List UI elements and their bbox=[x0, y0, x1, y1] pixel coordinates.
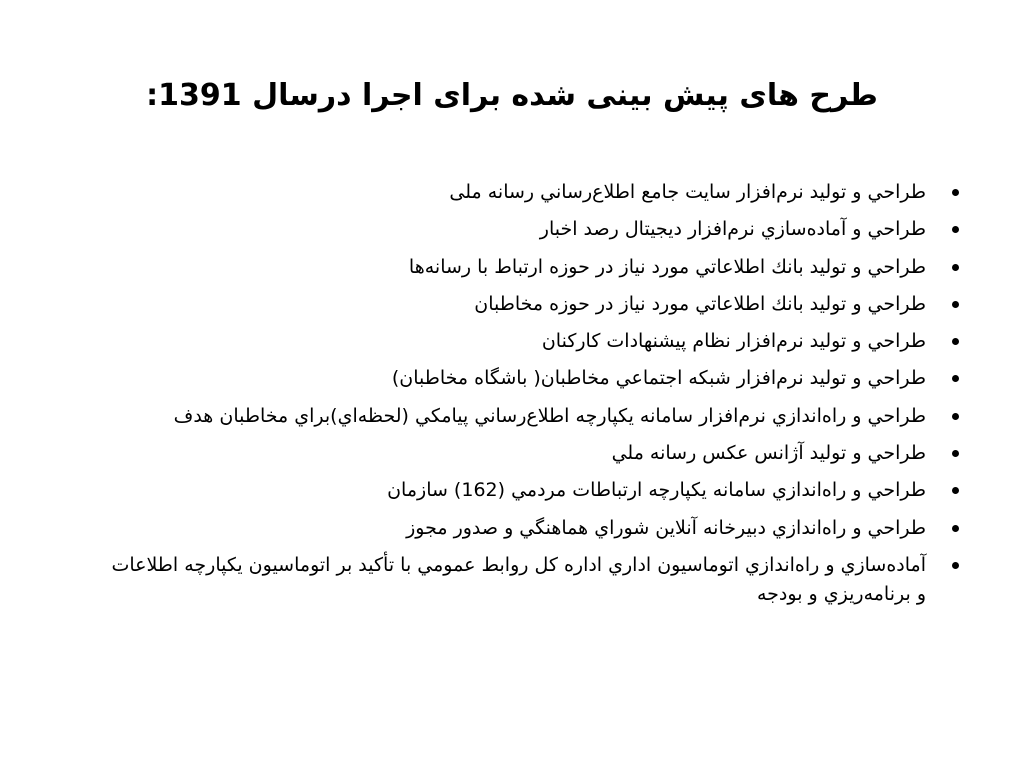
list-item bbox=[100, 551, 926, 609]
list-item bbox=[100, 178, 926, 207]
list-item bbox=[100, 364, 926, 393]
bullet-icon bbox=[952, 264, 959, 271]
list-item-text: طراحي و راه‌اندازي سامانه يكپارچه ارتباطات مردمي (162) سازمان bbox=[387, 479, 926, 502]
list-item bbox=[100, 215, 926, 244]
bullet-icon bbox=[952, 413, 959, 420]
bullet-icon bbox=[952, 375, 959, 382]
bullet-icon bbox=[952, 487, 959, 494]
bullet-icon bbox=[952, 301, 959, 308]
list-item bbox=[100, 476, 926, 505]
list-item-text: طراحي و راه‌اندازي دبيرخانه آنلاين شوراي هماهنگي و صدور مجوز bbox=[406, 516, 926, 539]
list-item-text: طراحي و توليد نرم‌افزار شبكه اجتماعي مخاطبان( باشگاه مخاطبان) bbox=[391, 367, 926, 390]
list-item bbox=[100, 253, 926, 282]
bullet-icon bbox=[952, 189, 959, 196]
bullet-icon bbox=[952, 338, 959, 345]
list-item-text: طراحي و توليد نرم‌افزار سايت جامع اطلاع‌رساني رسانه ملی bbox=[449, 181, 926, 203]
list-item bbox=[100, 402, 926, 431]
bullet-list bbox=[100, 178, 926, 617]
bullet-icon bbox=[952, 525, 959, 532]
slide-title: طرح های پیش بینی شده برای اجرا درسال 1391: bbox=[146, 78, 878, 113]
list-item bbox=[100, 290, 926, 319]
bullet-icon bbox=[952, 450, 959, 457]
list-item-text: طراحي و توليد نرم‌افزار نظام پيشنهادات كاركنان bbox=[541, 330, 926, 353]
list-item bbox=[100, 439, 926, 468]
list-item bbox=[100, 514, 926, 543]
list-item-text: طراحي و آماده‌سازي نرم‌افزار ديجيتال رصد اخبار bbox=[539, 218, 926, 241]
list-item-text: طراحي و توليد بانك اطلاعاتي مورد نياز در حوزه مخاطبان bbox=[474, 292, 926, 315]
list-item-text: طراحي و توليد بانك اطلاعاتي مورد نياز در حوزه ارتباط با رسانه‌ها bbox=[408, 255, 926, 278]
list-item bbox=[100, 327, 926, 356]
bullet-icon bbox=[952, 226, 959, 233]
list-item-text: طراحي و راه‌اندازي نرم‌افزار سامانه يكپارچه اطلاع‌رساني پيامكي (لحظه‌اي)براي مخاطبان هدف bbox=[173, 404, 926, 427]
list-item-text: طراحي و توليد آژانس عكس رسانه ملي bbox=[611, 442, 926, 465]
list-item-text: آماده‌سازي و راه‌اندازي اتوماسيون اداري اداره كل روابط عمومي با تأكيد بر اتوماسيون يكپارچه اطلاعات و برنامه‌ريزي و بودجه bbox=[111, 553, 926, 605]
bullet-icon bbox=[952, 562, 959, 569]
